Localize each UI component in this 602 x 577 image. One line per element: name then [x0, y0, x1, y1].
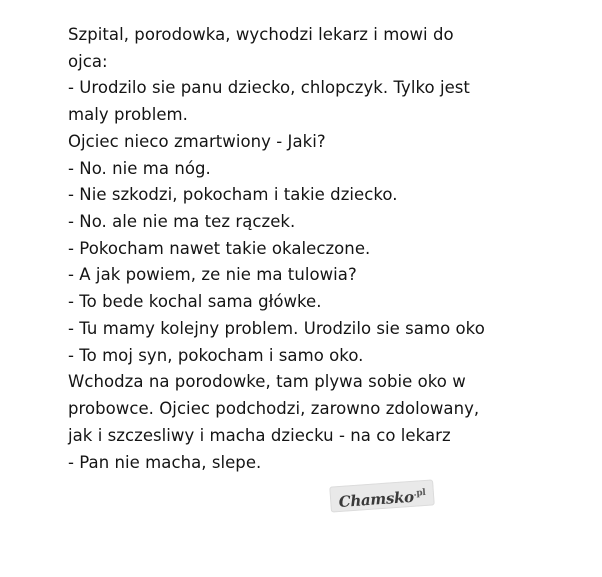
- joke-line: Szpital, porodowka, wychodzi lekarz i mowi do ojca:: [68, 25, 459, 71]
- joke-line: - No. ale nie ma tez rączek.: [68, 212, 296, 232]
- joke-line: - Urodzilo sie panu dziecko, chlopczyk. Tylko jest maly problem.: [68, 78, 476, 125]
- joke-line: - Nie szkodzi, pokocham i takie dziecko.: [68, 185, 398, 205]
- joke-line: Wchodza na porodowke, tam plywa sobie oko w probowce. Ojciec podchodzi, zarowno zdolowany, jak i szczesliwy i macha dziecku - na co lekarz: [68, 372, 485, 445]
- joke-line: - Pokocham nawet takie okaleczone.: [68, 238, 371, 258]
- joke-line: - Pan nie macha, slepe.: [68, 452, 262, 472]
- watermark-label: [329, 479, 435, 512]
- joke-line: - Tu mamy kolejny problem. Urodzilo sie samo oko: [68, 318, 485, 338]
- site-watermark: [329, 479, 435, 512]
- watermark-suffix: .pl: [413, 487, 426, 499]
- watermark-name: Chamsko: [338, 487, 415, 512]
- joke-line: - To moj syn, pokocham i samo oko.: [68, 345, 364, 365]
- joke-line: - A jak powiem, ze nie ma tulowia?: [68, 265, 357, 285]
- joke-line: Ojciec nieco zmartwiony - Jaki?: [68, 131, 326, 151]
- joke-line: - No. nie ma nóg.: [68, 158, 211, 178]
- joke-text-block: [68, 22, 488, 476]
- joke-line: - To bede kochal sama główke.: [68, 292, 322, 312]
